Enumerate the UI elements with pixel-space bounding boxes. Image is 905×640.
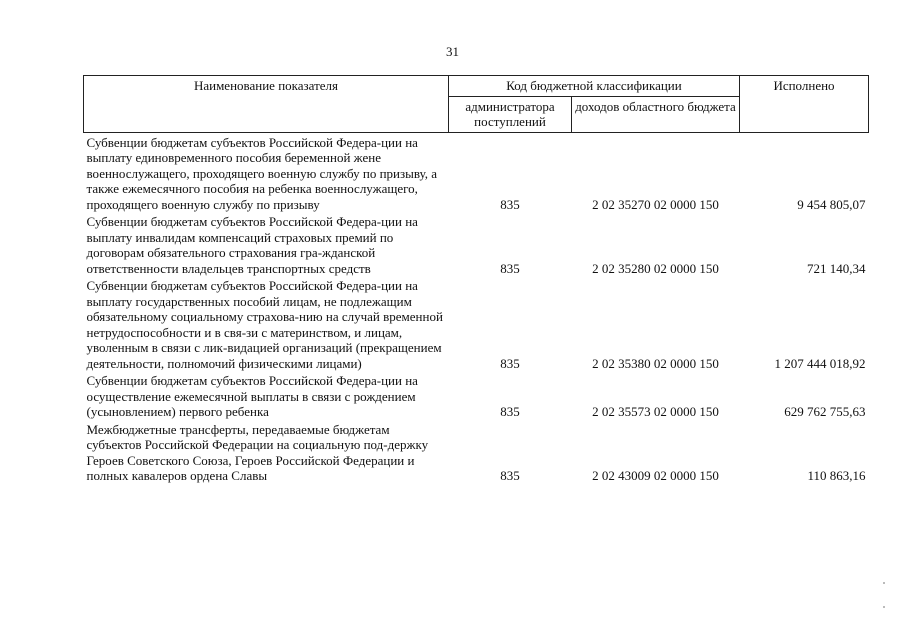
row-admin-code: 835: [500, 468, 520, 483]
table-row: [84, 212, 869, 276]
header-income: доходов областного бюджета: [572, 96, 740, 132]
row-name: Субвенции бюджетам субъектов Российской Федера-ции на осуществление ежемесячной выплаты в связи с рождением (усыновлением) первого ребенка: [86, 373, 418, 419]
row-executed: 110 863,16: [807, 468, 866, 483]
row-executed: 1 207 444 018,92: [774, 355, 866, 371]
row-income-code: 2 02 35573 02 0000 150: [592, 404, 719, 419]
row-executed: 721 140,34: [807, 260, 866, 276]
row-name: Межбюджетные трансферты, передаваемые бюджетам субъектов Российской Федерации на социальную под-держку Героев Советского Союза, Героев Российской Федерации и полных кавалеров ордена Славы: [86, 421, 429, 483]
header-admin: администратора поступлений: [449, 96, 572, 132]
scan-speck: [883, 582, 885, 584]
page-number: 31: [446, 44, 459, 59]
row-admin-code: 835: [500, 404, 520, 419]
row-admin-code: 835: [500, 196, 520, 212]
row-admin-code: 835: [500, 355, 520, 371]
row-executed: 9 454 805,07: [797, 196, 866, 212]
table-row: [84, 371, 869, 420]
row-name: Субвенции бюджетам субъектов Российской Федера-ции на выплату инвалидам компенсаций страховых премий по договорам обязательного страхования гра-жданской ответственности владельцев транспортных средств: [86, 214, 418, 276]
row-income-code: 2 02 35380 02 0000 150: [592, 355, 719, 371]
row-income-code: 2 02 35270 02 0000 150: [592, 196, 719, 212]
header-name: Наименование показателя: [84, 76, 449, 133]
row-income-code: 2 02 43009 02 0000 150: [592, 468, 719, 483]
row-income-code: 2 02 35280 02 0000 150: [592, 260, 719, 276]
header-executed: Исполнено: [740, 76, 869, 133]
table-row: [84, 132, 869, 212]
table-row: [84, 276, 869, 371]
table-row: [84, 420, 869, 484]
row-name: Субвенции бюджетам субъектов Российской Федера-ции на выплату единовременного пособия беременной жене военнослужащего, проходящего военную службу по призыву, а также ежемесячного пособия на ребенка военнослужащего, проходящего военную службу по призыву: [86, 134, 438, 212]
scan-speck: [883, 606, 885, 608]
row-executed: 629 762 755,63: [784, 404, 866, 419]
row-name: Субвенции бюджетам субъектов Российской Федера-ции на выплату государственных пособий лицам, не подлежащим обязательному социальному страхова-нию на случай временной нетрудоспособности и в свя-зи с материнством, и лицам, уволенным в связи с лик-видацией организаций (прекращением деятельности, полномочий физическими лицами): [86, 278, 443, 371]
budget-table: [83, 75, 869, 484]
header-code-group: Код бюджетной классификации: [449, 76, 740, 97]
row-admin-code: 835: [500, 260, 520, 276]
